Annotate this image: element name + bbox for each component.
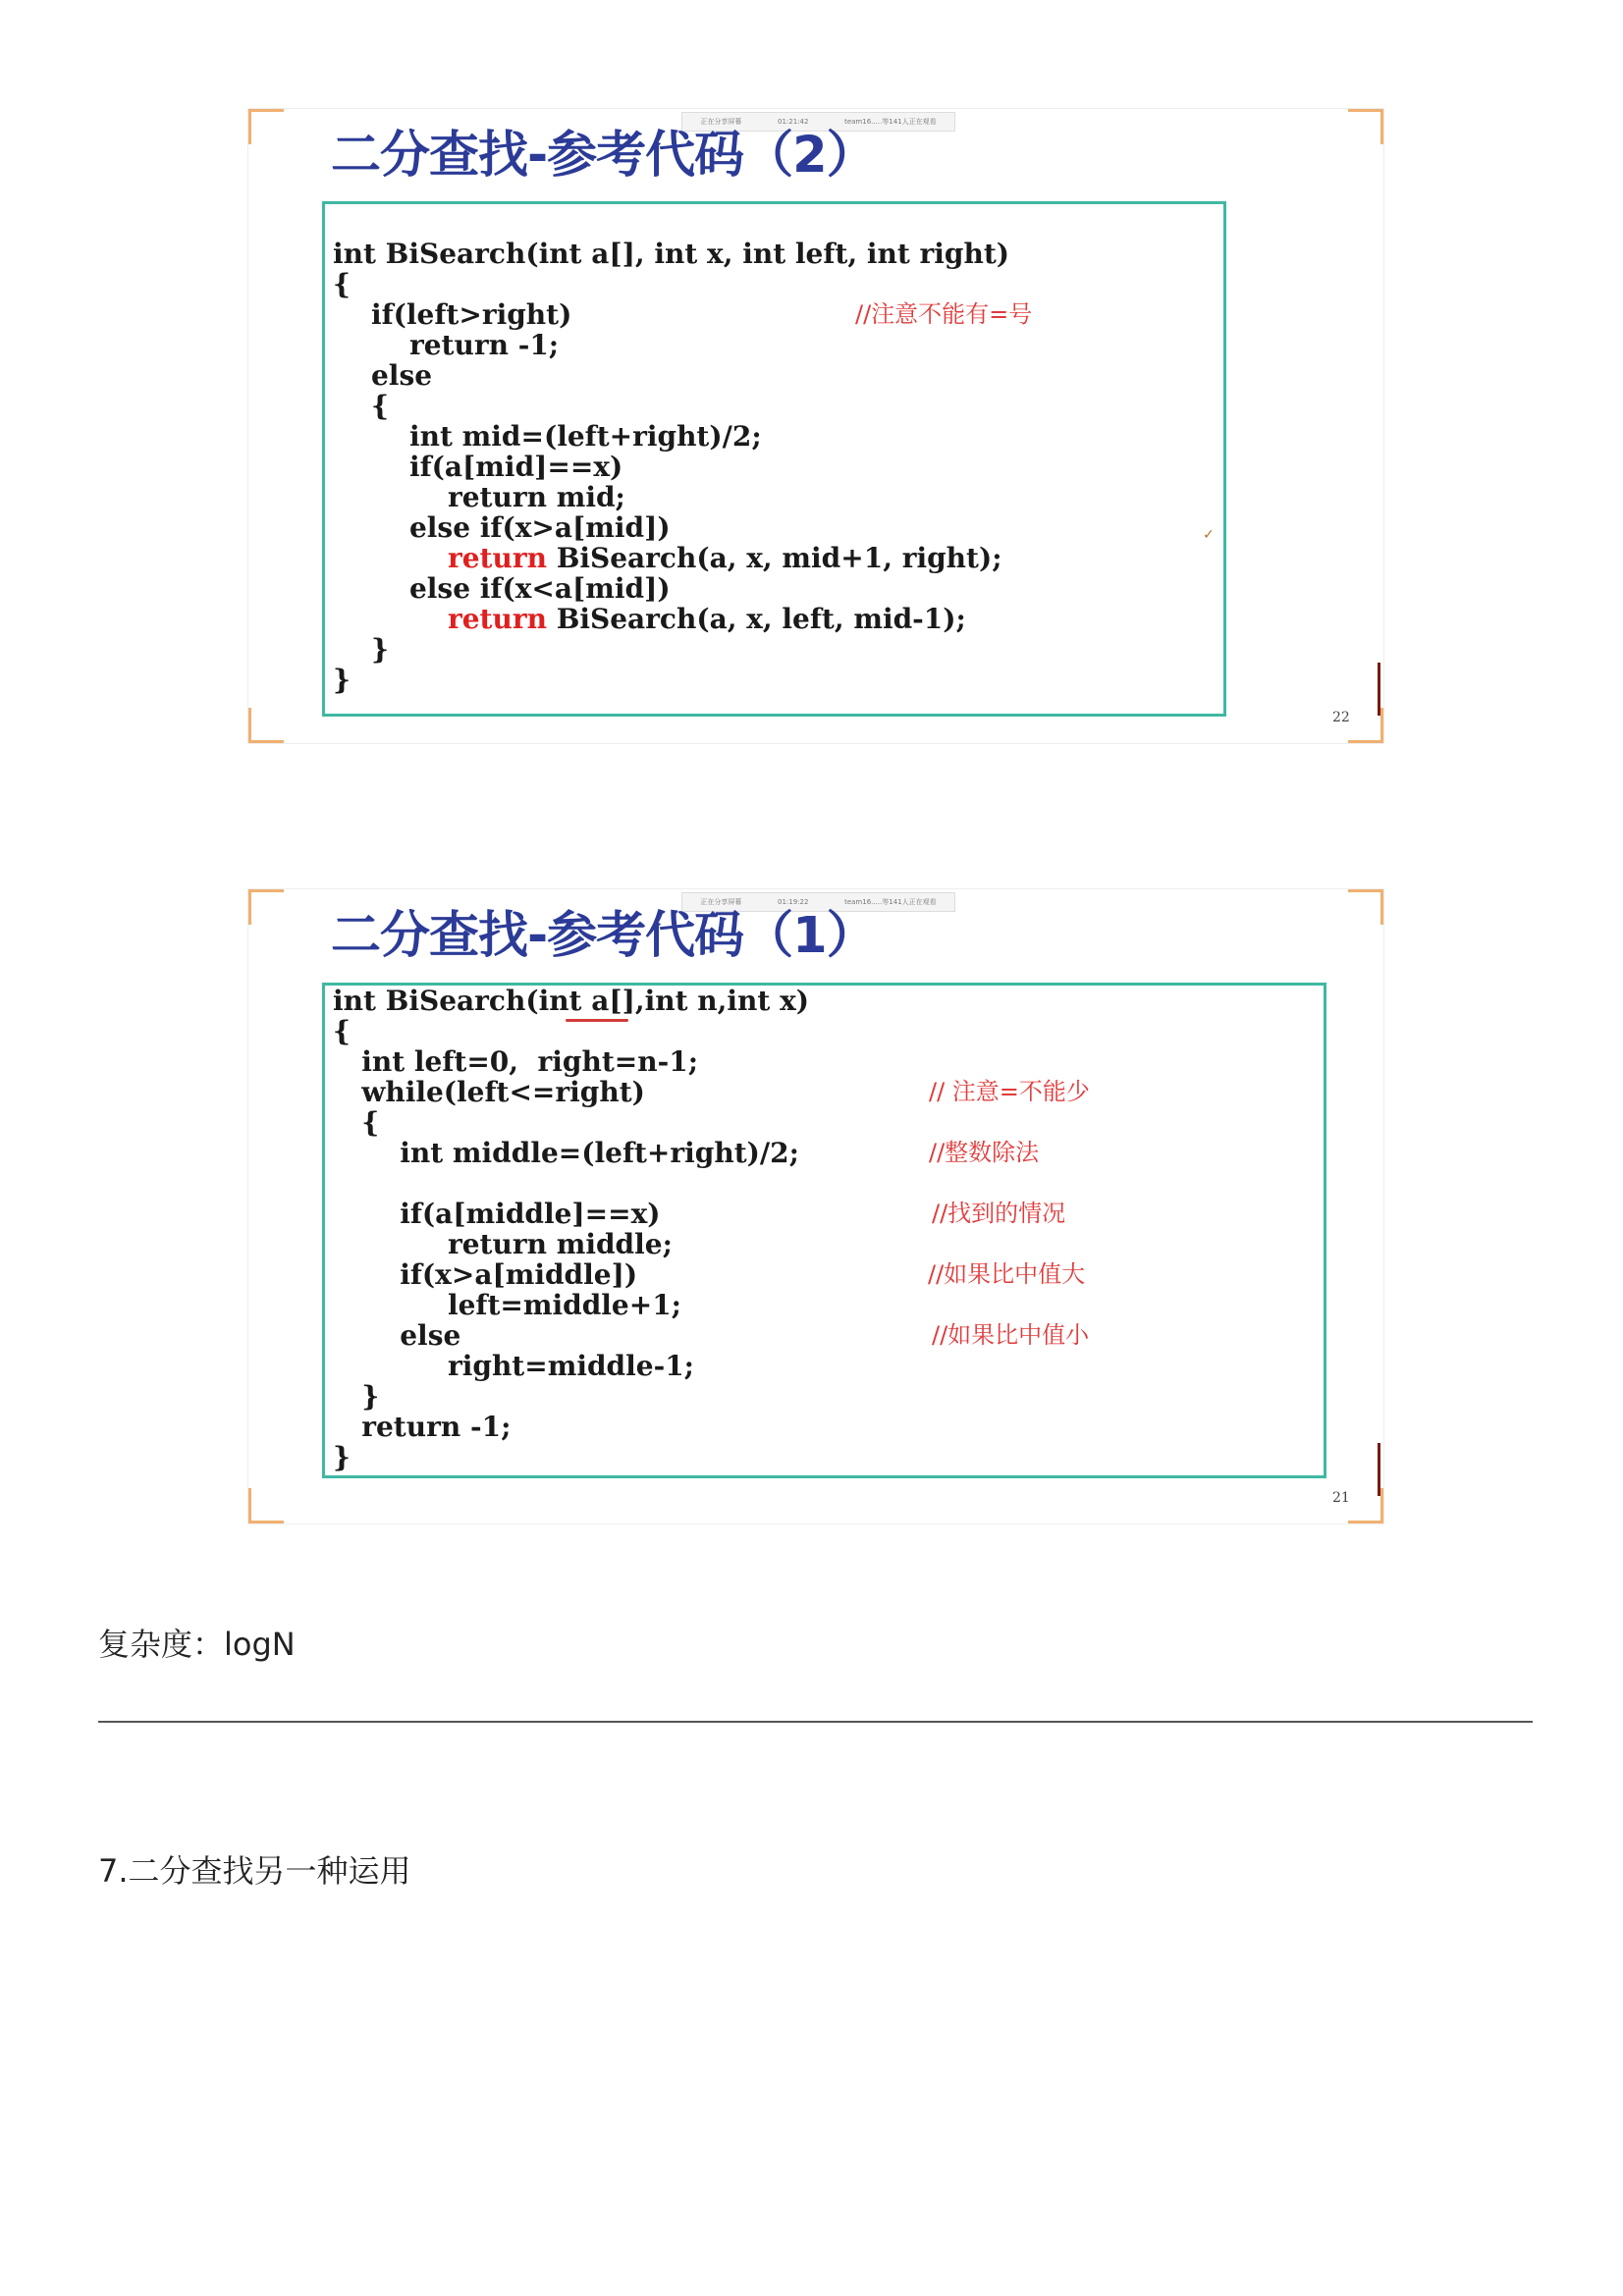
code-line: else if(x<a[mid]) — [333, 572, 671, 605]
page-number: 22 — [1332, 710, 1350, 725]
code-line: else if(x>a[mid]) — [333, 511, 671, 544]
complexity-note: 复杂度：logN — [98, 1626, 296, 1663]
code-line: int mid=(left+right)/2; — [333, 420, 762, 453]
section-heading: 7.二分查找另一种运用 — [98, 1852, 411, 1890]
corner-mark — [248, 109, 284, 144]
corner-mark — [1348, 889, 1383, 925]
share-viewers: team16.....等141人正在观看 — [844, 118, 937, 126]
code-comment: // 注意=不能少 — [929, 1078, 1090, 1105]
code-line: if(a[middle]==x) — [333, 1198, 661, 1230]
share-status: 正在分享屏幕 — [700, 898, 742, 906]
code-line: if(x>a[middle]) — [333, 1258, 638, 1291]
code-line: return -1; — [333, 329, 560, 361]
divider — [98, 1721, 1533, 1723]
code-line: while(left<=right) — [333, 1076, 645, 1108]
share-time: 01:19:22 — [777, 898, 809, 906]
code-line — [333, 543, 1002, 573]
corner-mark — [248, 1488, 284, 1523]
code-block — [322, 983, 1326, 1478]
annotation-mark — [1378, 663, 1380, 716]
code-line: { — [333, 390, 389, 422]
code-line: return -1; — [333, 1411, 512, 1443]
slide-title: 二分查找-参考代码（1） — [331, 907, 876, 965]
corner-mark — [1348, 109, 1383, 144]
code-line: int BiSearch(int a[],int n,int x) — [333, 985, 810, 1017]
page-number: 21 — [1332, 1490, 1350, 1506]
corner-mark — [248, 708, 284, 743]
code-comment: //整数除法 — [929, 1139, 1040, 1166]
code-comment: //找到的情况 — [932, 1200, 1066, 1227]
code-block — [322, 201, 1226, 717]
code-line: { — [333, 268, 352, 300]
slide-binary-search-code-2 — [247, 108, 1384, 744]
code-line: { — [333, 1015, 352, 1047]
code-line: int BiSearch(int a[], int x, int left, int right) — [333, 238, 1010, 270]
annotation-mark — [1378, 1443, 1380, 1496]
share-time: 01:21:42 — [777, 118, 809, 126]
code-comment: //注意不能有=号 — [855, 300, 1033, 328]
code-comment: //如果比中值大 — [928, 1260, 1086, 1288]
code-line: int left=0, right=n-1; — [333, 1045, 699, 1078]
recursive-call: BiSearch(a, x, mid+1, right); — [546, 542, 1002, 574]
code-line: } — [333, 1380, 380, 1413]
code-line: int middle=(left+right)/2; — [333, 1137, 799, 1169]
code-line: right=middle-1; — [333, 1350, 695, 1382]
code-line: else — [333, 1319, 461, 1352]
code-line — [333, 604, 966, 634]
code-line: } — [333, 633, 389, 666]
code-line: { — [333, 1106, 380, 1139]
return-keyword: return — [333, 603, 547, 635]
return-keyword: return — [333, 542, 547, 574]
code-line: else — [333, 359, 433, 392]
code-line: left=middle+1; — [333, 1289, 682, 1321]
code-line: return mid; — [333, 481, 625, 513]
recursive-call: BiSearch(a, x, left, mid-1); — [546, 603, 966, 635]
code-line: if(a[mid]==x) — [333, 451, 623, 483]
code-line: return middle; — [333, 1228, 673, 1260]
slide-title: 二分查找-参考代码（2） — [331, 127, 876, 185]
share-viewers: team16.....等141人正在观看 — [844, 898, 937, 906]
slide-binary-search-code-1 — [247, 888, 1384, 1524]
code-line: } — [333, 1441, 352, 1473]
code-comment: //如果比中值小 — [932, 1321, 1090, 1349]
code-line: if(left>right) — [333, 298, 572, 331]
handwritten-underline — [566, 1019, 628, 1022]
code-line: } — [333, 664, 352, 696]
pen-mark: ✓ — [1203, 527, 1215, 543]
share-status: 正在分享屏幕 — [700, 118, 742, 126]
corner-mark — [248, 889, 284, 925]
